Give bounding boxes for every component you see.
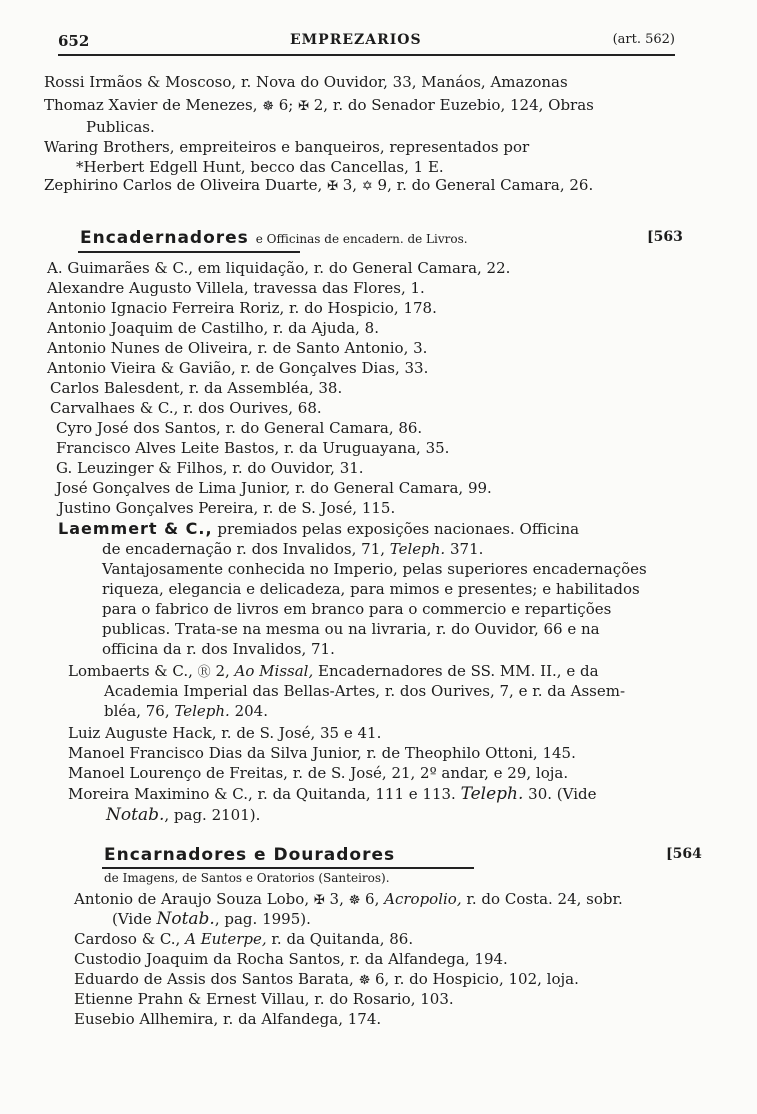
list-item: Cyro José dos Santos, r. do General Camara, 86. (56, 419, 423, 437)
cross-insignia-icon: ✠ (298, 99, 309, 114)
entry-waring: Waring Brothers, empreiteiros e banqueiros, representados por (44, 138, 530, 156)
list-item: Luiz Auguste Hack, r. de S. José, 35 e 41. (68, 724, 382, 742)
list-item: G. Leuzinger & Filhos, r. do Ouvidor, 31. (56, 459, 364, 477)
order-insignia-icon: ☸ (358, 973, 371, 988)
entry-rossi: Rossi Irmãos & Moscoso, r. Nova do Ouvidor, 33, Manáos, Amazonas (44, 73, 568, 91)
entry-eduardo: Eduardo de Assis dos Santos Barata, ☸ 6, r. do Hospicio, 102, loja. (74, 970, 579, 988)
order-insignia-icon: ☸ (262, 99, 274, 114)
article-reference: (art. 562) (612, 32, 675, 47)
entry-laemmert-line: Vantajosamente conhecida no Imperio, pelas superiores encadernações (102, 560, 647, 578)
registered-mark-icon: Ⓡ (197, 665, 211, 680)
entry-laemmert-line: officina da r. dos Invalidos, 71. (102, 640, 335, 658)
entry-moreira-line: Notab., pag. 2101). (106, 805, 261, 825)
section-rule (102, 867, 474, 869)
list-item: Etienne Prahn & Ernest Villau, r. do Rosario, 103. (74, 990, 454, 1008)
entry-cardoso: Cardoso & C., A Euterpe, r. da Quitanda, 86. (74, 930, 414, 948)
cross-insignia-icon: ✠ (313, 893, 325, 908)
entry-lombaerts-line: bléa, 76, Teleph. 204. (104, 702, 268, 720)
star-insignia-icon: ✡ (361, 179, 373, 194)
entry-laemmert-line: publicas. Trata-se na mesma ou na livraria, r. do Ouvidor, 66 e na (102, 620, 600, 638)
entry-zephirino: Zephirino Carlos de Oliveira Duarte, ✠ 3, ✡ 9, r. do General Camara, 26. (44, 176, 594, 194)
laemmert-name: Laemmert & C., (58, 519, 213, 538)
list-item: Manoel Lourenço de Freitas, r. de S. José, 21, 2º andar, e 29, loja. (68, 764, 569, 782)
section-rule (78, 251, 300, 253)
entry-thomaz-cont: Publicas. (86, 118, 155, 136)
section-title-encadernadores: Encadernadores e Officinas de encadern. de Livros. (80, 228, 468, 248)
section-subtitle: e Officinas de encadern. de Livros. (255, 232, 468, 246)
entry-laemmert-line: riqueza, elegancia e delicadeza, para mimos e presentes; e habilitados (102, 580, 640, 598)
section-title-encarnadores: Encarnadores e Douradores (104, 845, 396, 865)
entry-araujo-line: (Vide Notab., pag. 1995). (112, 909, 311, 929)
list-item: Antonio Ignacio Ferreira Roriz, r. do Hospicio, 178. (47, 299, 437, 317)
page-header (58, 32, 675, 52)
cross-insignia-icon: ✠ (327, 179, 338, 194)
list-item: A. Guimarães & C., em liquidação, r. do General Camara, 22. (47, 259, 511, 277)
page-number: 652 (58, 32, 90, 50)
order-insignia-icon: ☸ (348, 893, 361, 908)
list-item: Custodio Joaquim da Rocha Santos, r. da Alfandega, 194. (74, 950, 508, 968)
section-number: [563 (647, 229, 683, 245)
entry-thomaz: Thomaz Xavier de Menezes, ☸ 6; ✠ 2, r. do Senador Euzebio, 124, Obras (44, 96, 594, 114)
entry-lombaerts-line: Academia Imperial das Bellas-Artes, r. dos Ourives, 7, e r. da Assem- (104, 682, 626, 700)
running-title: EMPREZARIOS (290, 32, 422, 48)
list-item: Manoel Francisco Dias da Silva Junior, r. de Theophilo Ottoni, 145. (68, 744, 576, 762)
entry-lombaerts: Lombaerts & C., Ⓡ 2, Ao Missal, Encadernadores de SS. MM. II., e da (68, 662, 599, 680)
list-item: Carvalhaes & C., r. dos Ourives, 68. (50, 399, 322, 417)
list-item: José Gonçalves de Lima Junior, r. do General Camara, 99. (56, 479, 492, 497)
list-item: Francisco Alves Leite Bastos, r. da Uruguayana, 35. (56, 439, 450, 457)
section-subtitle: de Imagens, de Santos e Oratorios (Santeiros). (104, 871, 390, 885)
list-item: Eusebio Allhemira, r. da Alfandega, 174. (74, 1010, 382, 1028)
entry-araujo: Antonio de Araujo Souza Lobo, ✠ 3, ☸ 6, Acropolio, r. do Costa. 24, sobr. (74, 890, 623, 908)
section-number: [564 (666, 846, 702, 862)
list-item: Antonio Nunes de Oliveira, r. de Santo Antonio, 3. (47, 339, 428, 357)
list-item: Alexandre Augusto Villela, travessa das Flores, 1. (47, 279, 425, 297)
list-item: Carlos Balesdent, r. da Assembléa, 38. (50, 379, 343, 397)
header-rule (58, 54, 675, 56)
list-item: Antonio Joaquim de Castilho, r. da Ajuda, 8. (47, 319, 379, 337)
list-item: Justino Gonçalves Pereira, r. de S. José, 115. (58, 499, 396, 517)
entry-laemmert: Laemmert & C., premiados pelas exposições nacionaes. Officina (58, 519, 580, 538)
entry-waring-cont: *Herbert Edgell Hunt, becco das Cancellas, 1 E. (76, 158, 444, 176)
entry-moreira: Moreira Maximino & C., r. da Quitanda, 111 e 113. Teleph. 30. (Vide (68, 784, 597, 804)
entry-laemmert-line: para o fabrico de livros em branco para o commercio e repartições (102, 600, 612, 618)
entry-laemmert-line: de encadernação r. dos Invalidos, 71, Teleph. 371. (102, 540, 484, 558)
list-item: Antonio Vieira & Gavião, r. de Gonçalves Dias, 33. (47, 359, 429, 377)
